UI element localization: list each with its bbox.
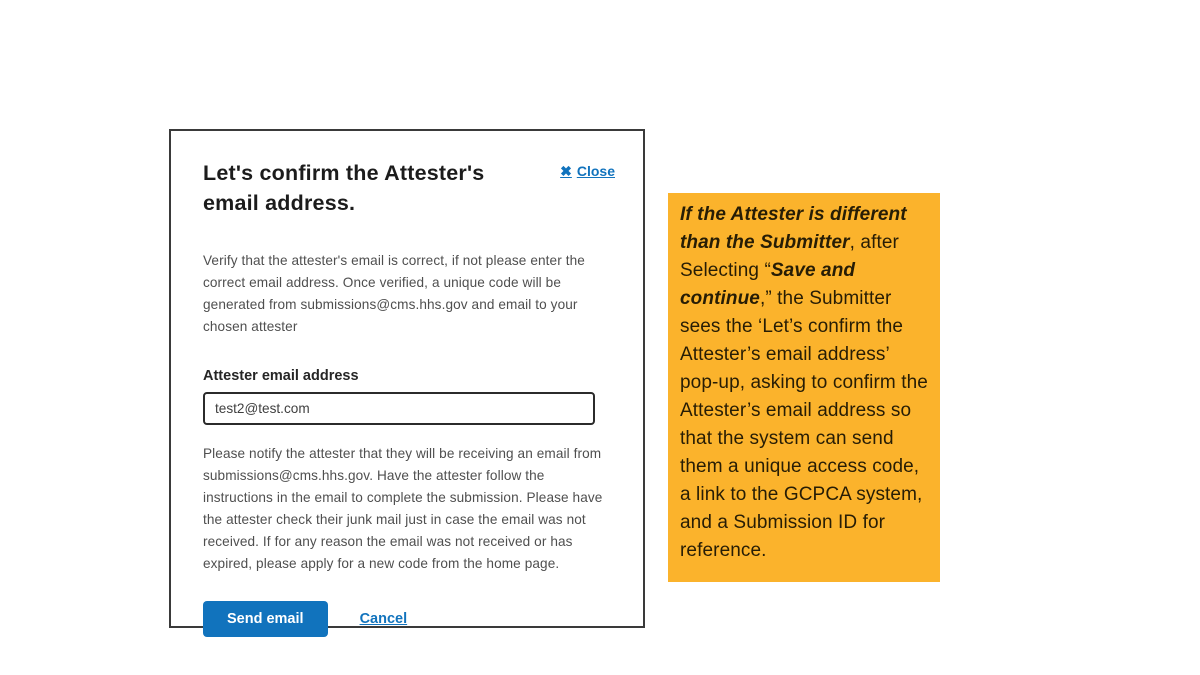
close-icon: ✖ — [560, 163, 572, 179]
send-email-button[interactable]: Send email — [203, 601, 328, 637]
cancel-link[interactable]: Cancel — [359, 611, 408, 628]
modal-header — [203, 159, 615, 218]
attester-email-label: Attester email address — [203, 368, 359, 385]
callout-text-segment: ,” the Submitter sees the ‘Let’s confirm the Attester’s email address’ pop-up, asking to confirm the Attester’s email address so that the system can send them a unique access code, a link to the GCPCA system, and a Submission ID for reference. — [680, 288, 928, 561]
intro-paragraph: Verify that the attester's email is correct, if not please enter the correct email address. Once verified, a unique code will be generated from submissions@cms.hhs.gov and email to your chosen attester — [203, 253, 585, 335]
close-button[interactable] — [560, 163, 615, 179]
confirm-attester-email-modal — [169, 129, 645, 628]
modal-title: Let's confirm the Attester's email address. — [203, 161, 485, 215]
modal-actions — [203, 601, 615, 637]
callout-text-segment: If the Attester is different than the Submitter — [680, 204, 907, 253]
attester-email-input[interactable] — [203, 392, 595, 425]
notice-paragraph: Please notify the attester that they will be receiving an email from submissions@cms.hhs.gov. Have the attester follow the instructions in the email to complete the submission. Please have the attester check their junk mail just in case the email was not received. If for any reason the email was not received or has expired, please apply for a new code from the home page. — [203, 446, 603, 572]
close-label: Close — [576, 163, 615, 179]
callout-text-segment: , after Selecting “ — [680, 232, 899, 281]
annotation-callout — [668, 193, 940, 582]
callout-text-segment: Save and continue — [680, 260, 856, 309]
